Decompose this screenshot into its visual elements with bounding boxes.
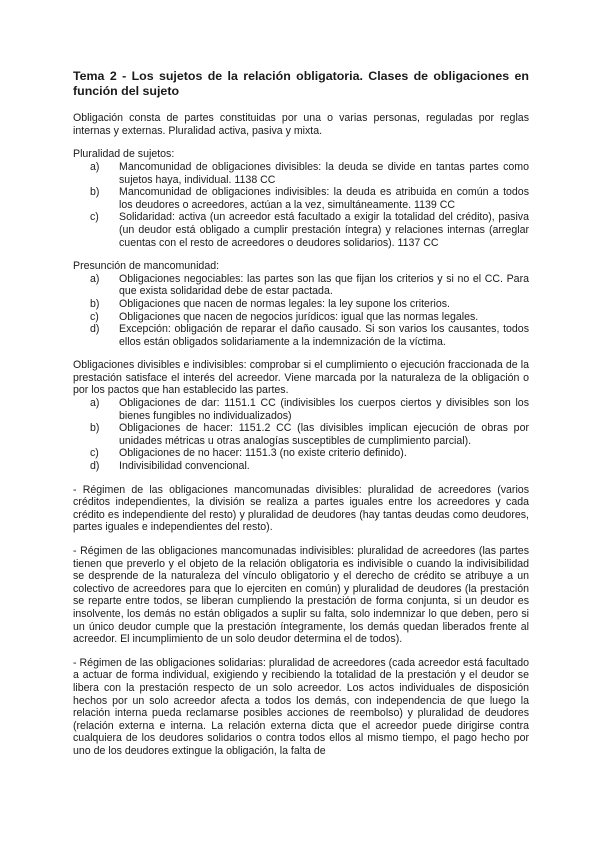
list-item xyxy=(73,447,529,460)
list-item xyxy=(73,186,529,211)
divisibles-list xyxy=(73,397,529,473)
list-item-text: Obligaciones que nacen de normas legales: la ley supone los criterios. xyxy=(119,297,450,310)
list-item xyxy=(73,298,529,311)
list-item-text: Obligaciones que nacen de negocios jurídicos: igual que las normas legales. xyxy=(119,310,479,323)
list-item xyxy=(73,422,529,447)
list-item-text: Excepción: obligación de reparar el daño causado. Si son varios los causantes, todos ellos están obligados solidariamente a la indemnización de la víctima. xyxy=(119,323,529,348)
list-item xyxy=(73,397,529,422)
pluralidad-list xyxy=(73,161,529,249)
list-marker: a) xyxy=(90,160,100,173)
divisibles-heading: Obligaciones divisibles e indivisibles: comprobar si el cumplimiento o ejecución fraccionada de la prestación satisface el interés del acreedor. Viene marcada por la naturaleza de la obligación o por los pactos que han establecido las partes. xyxy=(73,359,529,397)
list-item xyxy=(73,273,529,298)
list-marker: b) xyxy=(90,422,100,435)
list-marker: b) xyxy=(90,297,100,310)
document-page xyxy=(73,69,529,758)
presuncion-heading: Presunción de mancomunidad: xyxy=(73,260,220,273)
list-marker: c) xyxy=(90,310,99,323)
list-marker: c) xyxy=(90,447,99,460)
list-item-text: Mancomunidad de obligaciones indivisibles: la deuda es atribuida en común a todos los deudores o acreedores, actúan a la vez, simultáneamente. 1139 CC xyxy=(119,186,529,211)
list-marker: a) xyxy=(90,397,100,410)
list-marker: d) xyxy=(90,323,100,336)
intro-paragraph: Obligación consta de partes constituidas por una o varias personas, reguladas por reglas internas y externas. Pluralidad activa, pasiva y mixta. xyxy=(73,112,529,137)
regimen-solidarias-paragraph: - Régimen de las obligaciones solidarias: pluralidad de acreedores (cada acreedor está facultado a actuar de forma individual, exigiendo y recibiendo la totalidad de la prestación y el deudor se libera con la prestación respecto de un solo acreedor. Los actos individuales de disposición hechos por un solo acreedor afecta a todos los demás, con independencia de que luego la relación interna pueda reclamarse posibles acciones de reembolso) y pluralidad de deudores (relación externa e interna. La relación externa dicta que el acreedor puede dirigirse contra cualquiera de los deudores solidarios o contra todos ellos al mismo tiempo, el pago hecho por uno de los deudores extingue la obligación, la falta de xyxy=(73,656,529,757)
list-item xyxy=(73,161,529,186)
list-item-text: Obligaciones de no hacer: 1151.3 (no existe criterio definido). xyxy=(119,447,407,460)
presuncion-section xyxy=(73,260,529,348)
list-item-text: Obligaciones de hacer: 1151.2 CC (las divisibles implican ejecución de obras por unidades métricas u otras analogías susceptibles de cumplimiento parcial). xyxy=(119,422,529,447)
list-item xyxy=(73,323,529,348)
page-title: Tema 2 - Los sujetos de la relación obligatoria. Clases de obligaciones en función del sujeto xyxy=(73,69,529,98)
regimen-divisibles-paragraph: - Régimen de las obligaciones mancomunadas divisibles: pluralidad de acreedores (varios créditos independientes, la división se realiza a partes iguales entre los acreedores y cada crédito es independiente del resto) y pluralidad de deudores (hay tantas deudas como deudores, partes iguales e independientes del resto). xyxy=(73,483,529,534)
list-item-text: Solidaridad: activa (un acreedor está facultado a exigir la totalidad del crédito), pasiva (un deudor está obligado a cumplir prestación íntegra) y relaciones internas (arreglar cuentas con el resto de acreedores o deudores solidarios). 1137 CC xyxy=(119,211,529,249)
list-marker: c) xyxy=(90,211,99,224)
list-item-text: Mancomunidad de obligaciones divisibles: la deuda se divide en tantas partes como sujetos haya, individual. 1138 CC xyxy=(119,160,529,186)
list-marker: a) xyxy=(90,272,100,285)
list-item-text: Indivisibilidad convencional. xyxy=(119,460,250,473)
list-marker: b) xyxy=(90,186,100,199)
list-item xyxy=(73,211,529,249)
divisibles-section xyxy=(73,359,529,472)
list-item xyxy=(73,460,529,473)
list-marker: d) xyxy=(90,460,100,473)
pluralidad-heading: Pluralidad de sujetos: xyxy=(73,148,175,161)
presuncion-list xyxy=(73,273,529,349)
list-item-text: Obligaciones negociables: las partes son las que fijan los criterios y si no el CC. Para que exista solidaridad debe de estar pactada. xyxy=(119,272,529,298)
pluralidad-section xyxy=(73,148,529,249)
list-item-text: Obligaciones de dar: 1151.1 CC (indivisibles los cuerpos ciertos y divisibles son los bienes fungibles no individualizados) xyxy=(119,397,529,422)
regimen-indivisibles-paragraph: - Régimen de las obligaciones mancomunadas indivisibles: pluralidad de acreedores (las partes tienen que preverlo y el objeto de la relación obligatoria es indivisible o cuando la indivisibilidad se desprende de la naturaleza del vínculo obligatorio y el derecho de crédito se atribuye a un colectivo de acreedores para que lo ejerciten en común) y pluralidad de deudores (la prestación se reparte entre todos, se liberan cumpliendo la prestación de forma conjunta, si un deudor es insolvente, los demás no están obligados a suplir su falta, solo indemnizar lo que deben, pero si un único deudor cumple que la prestación íntegramente, los demás quedan liberados frente al acreedor. El incumplimiento de un solo deudor determina el de todos). xyxy=(73,545,529,646)
list-item xyxy=(73,311,529,324)
